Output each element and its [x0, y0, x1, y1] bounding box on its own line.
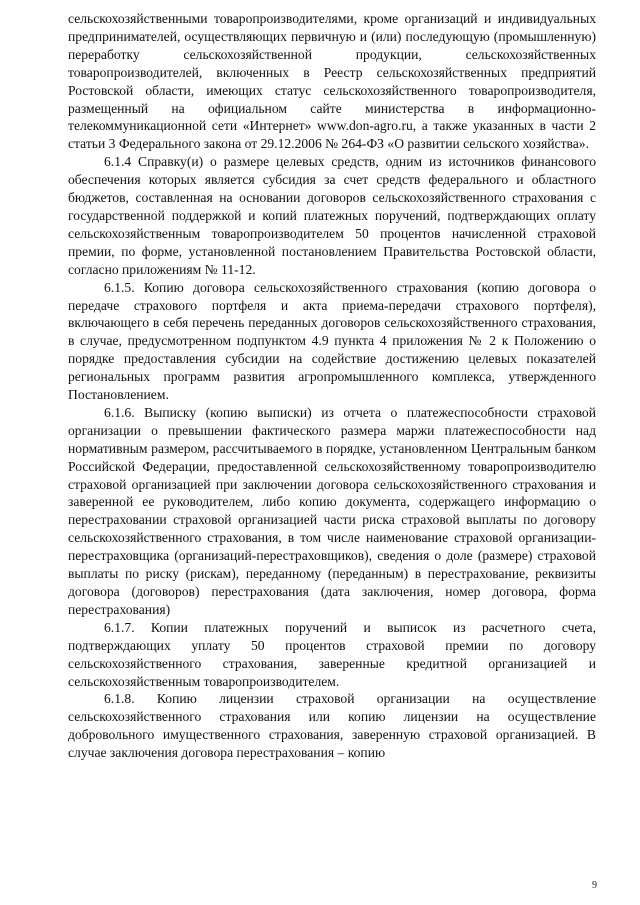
- paragraph-6-1-8: 6.1.8. Копию лицензии страховой организации на осуществление сельскохозяйственного страхования или копию лицензии на осуществление добровольного имущественного страхования, заверенную страховой организацией. В случае заключения договора перестрахования – копию: [68, 691, 596, 761]
- paragraph-6-1-6: 6.1.6. Выписку (копию выписки) из отчета о платежеспособности страховой организации о превышении фактического размера маржи платежеспособности над нормативным размером, рассчитываемого в порядке, установленном Центральным банком Российской Федерации, предоставленной сельскохозяйственному товаропроизводителю страховой организацией при заключении договора сельскохозяйственного страхования и заверенной ее руководителем, либо копию документа, содержащего информацию о перестраховании страховой организацией части риска страховой выплаты по договору сельскохозяйственного страхования, в том числе наименование страховой организации-перестраховщика (организаций-перестраховщиков), сведения о доле (размере) страховой выплаты по риску (рискам), переданному (переданным) в перестрахование, реквизиты договора (договоров) перестрахования (дата заключения, номер договора, форма перестрахования): [68, 404, 596, 617]
- paragraph-6-1-4: 6.1.4 Справку(и) о размере целевых средств, одним из источников финансового обеспечения которых является субсидия за счет средств федерального и областного бюджетов, составленная на основании договоров сельскохозяйственного страхования с государственной поддержкой и копий платежных поручений, подтверждающих оплату сельскохозяйственным товаропроизводителем 50 процентов начисленной страховой премии, по форме, установленной постановлением Правительства Ростовской области, согласно приложениям № 11-12.: [68, 154, 596, 277]
- paragraph-continuation: сельскохозяйственными товаропроизводителями, кроме организаций и индивидуальных предпринимателей, осуществляющих первичную и (или) последующую (промышленную) переработку сельскохозяйственной продукции, сельскохозяйственных товаропроизводителей, включенных в Реестр сельскохозяйственных предприятий Ростовской области, имеющих статус сельскохозяйственного товаропроизводителя, размещенный на официальном сайте министерства в информационно-телекоммуникационной сети «Интернет» www.don-agro.ru, а также указанных в части 2 статьи 3 Федерального закона от 29.12.2006 № 264-ФЗ «О развитии сельского хозяйства».: [68, 11, 596, 152]
- document-page: [68, 10, 596, 762]
- paragraph-6-1-5: 6.1.5. Копию договора сельскохозяйственного страхования (копию договора о передаче страхового портфеля и акта приема-передачи страхового портфеля), включающего в себя перечень переданных договоров сельскохозяйственного страхования, в случае, предусмотренном подпунктом 4.9 пункта 4 приложения № 2 к Положению о порядке предоставления субсидии на содействие достижению целевых показателей региональных программ развития агропромышленного комплекса, утвержденного Постановлением.: [68, 279, 596, 403]
- paragraph-6-1-7: 6.1.7. Копии платежных поручений и выписок из расчетного счета, подтверждающих уплату 50 процентов страховой премии по договору сельскохозяйственного страхования, заверенные кредитной организацией и сельскохозяйственным товаропроизводителем.: [68, 619, 596, 689]
- page-number: 9: [592, 880, 597, 891]
